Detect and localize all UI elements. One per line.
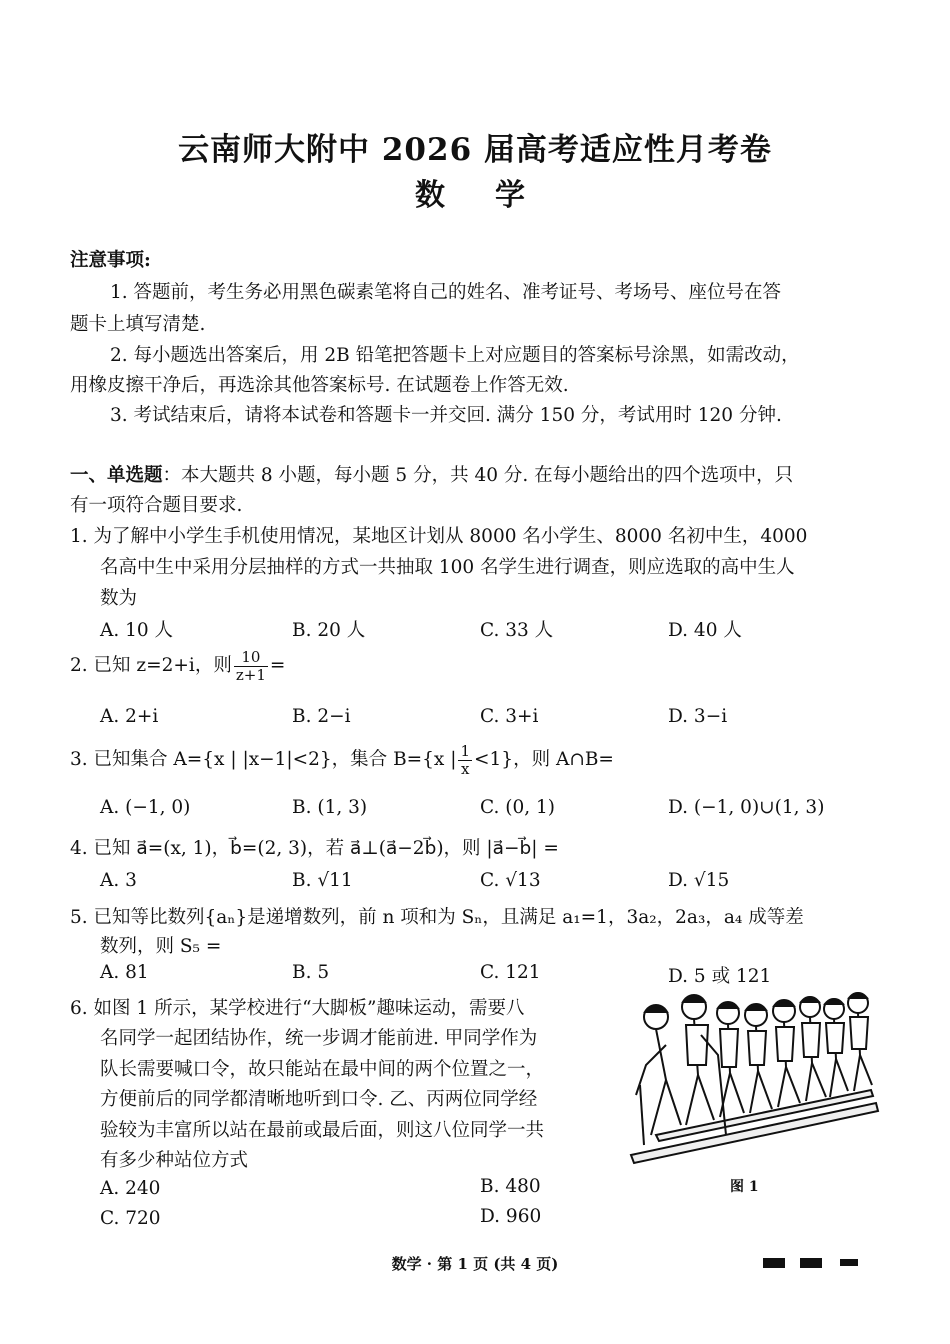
q6-line: 名同学一起团结协作，统一步调才能前进. 甲同学作为 bbox=[100, 1028, 538, 1049]
q2-frac-num: 10 bbox=[234, 649, 268, 667]
q6-line: 有多少种站位方式 bbox=[100, 1150, 249, 1171]
section-desc: ：本大题共 8 小题，每小题 5 分，共 40 分. 在每小题给出的四个选项中，只 bbox=[162, 465, 794, 486]
q3-option-c: C. (0, 1) bbox=[480, 797, 555, 818]
q4-option-b: B. √11 bbox=[292, 870, 353, 891]
page-footer: 数学 · 第 1 页 (共 4 页) bbox=[391, 1255, 559, 1273]
q6-line: 6. 如图 1 所示，某学校进行“大脚板”趣味运动，需要八 bbox=[70, 998, 525, 1019]
q3-frac-den: x bbox=[461, 759, 470, 778]
section-title: 一、单选题 bbox=[70, 465, 163, 486]
q5-line: 5. 已知等比数列{aₙ}是递增数列，前 n 项和为 Sₙ，且满足 a₁=1，3a₂，2a₃，a₄ 成等差 bbox=[70, 907, 804, 928]
q6-line: 队长需要喊口令，故只能站在最中间的两个位置之一， bbox=[100, 1059, 545, 1080]
notice-line: 1. 答题前，考生务必用黑色碳素笔将自己的姓名、准考证号、考场号、座位号在答 bbox=[110, 282, 782, 303]
q1-option-b: B. 20 人 bbox=[292, 620, 366, 641]
q5-option-c: C. 121 bbox=[480, 962, 541, 983]
q2-option-a: A. 2+i bbox=[100, 706, 159, 727]
q3-option-b: B. (1, 3) bbox=[292, 797, 368, 818]
exam-title: 云南师大附中 2026 届高考适应性月考卷 bbox=[178, 132, 772, 168]
q3-frac-num: 1 bbox=[460, 742, 471, 760]
registration-mark bbox=[763, 1258, 785, 1268]
q6-option-a: A. 240 bbox=[100, 1178, 161, 1199]
registration-mark bbox=[840, 1259, 858, 1266]
q1-line: 1. 为了解中小学生手机使用情况，某地区计划从 8000 名小学生、8000 名初中生，4000 bbox=[70, 526, 808, 547]
q6-line: 验较为丰富所以站在最前或最后面，则这八位同学一共 bbox=[100, 1120, 545, 1141]
q2-frac-den: z+1 bbox=[235, 665, 266, 684]
notice-line: 用橡皮擦干净后，再选涂其他答案标号. 在试题卷上作答无效. bbox=[70, 375, 569, 396]
q2-fraction bbox=[234, 649, 268, 683]
registration-mark bbox=[800, 1258, 822, 1268]
q4-option-a: A. 3 bbox=[100, 870, 137, 891]
notice-line: 2. 每小题选出答案后，用 2B 铅笔把答题卡上对应题目的答案标号涂黑，如需改动， bbox=[110, 345, 800, 366]
q3-option-a: A. (−1, 0) bbox=[100, 797, 191, 818]
q5-option-b: B. 5 bbox=[292, 962, 330, 983]
q4-stem: 4. 已知 a⃗=(x, 1)，b⃗=(2, 3)，若 a⃗⊥(a⃗−2b⃗)，则 |a⃗−b⃗| = bbox=[70, 838, 559, 859]
q3-stem bbox=[70, 743, 614, 777]
notice-line: 3. 考试结束后，请将本试卷和答题卡一并交回. 满分 150 分，考试用时 120 分钟. bbox=[110, 405, 782, 426]
q2-stem-end: = bbox=[269, 655, 286, 676]
exam-subject: 数 学 bbox=[415, 178, 535, 213]
figure-big-foot-race bbox=[626, 985, 881, 1170]
notice-line: 题卡上填写清楚. bbox=[70, 314, 206, 335]
q1-option-d: D. 40 人 bbox=[668, 620, 742, 641]
q3-stem-text: 3. 已知集合 A={x | |x−1|<2}，集合 B={x | bbox=[70, 749, 457, 770]
q2-option-d: D. 3−i bbox=[668, 706, 728, 727]
q1-line: 名高中生中采用分层抽样的方式一共抽取 100 名学生进行调查，则应选取的高中生人 bbox=[100, 557, 795, 578]
q6-option-d: D. 960 bbox=[480, 1206, 542, 1227]
q2-stem bbox=[70, 649, 285, 683]
q1-option-a: A. 10 人 bbox=[100, 620, 174, 641]
q6-option-b: B. 480 bbox=[480, 1176, 541, 1197]
q2-option-c: C. 3+i bbox=[480, 706, 539, 727]
q3-option-d: D. (−1, 0)∪(1, 3) bbox=[668, 797, 825, 818]
big-foot-race-illustration bbox=[626, 985, 881, 1170]
notice-heading: 注意事项: bbox=[70, 250, 151, 271]
q5-option-a: A. 81 bbox=[100, 962, 149, 983]
q6-line: 方便前后的同学都清晰地听到口令. 乙、丙两位同学经 bbox=[100, 1089, 538, 1110]
figure-caption: 图 1 bbox=[730, 1179, 759, 1195]
q6-option-c: C. 720 bbox=[100, 1208, 161, 1229]
q4-option-d: D. √15 bbox=[668, 870, 730, 891]
q1-line: 数为 bbox=[100, 588, 138, 609]
q3-stem-end: <1}，则 A∩B= bbox=[474, 749, 614, 770]
section-heading-line bbox=[70, 461, 793, 487]
q4-option-c: C. √13 bbox=[480, 870, 541, 891]
q1-option-c: C. 33 人 bbox=[480, 620, 554, 641]
section-desc-line2: 有一项符合题目要求. bbox=[70, 495, 243, 516]
q3-fraction bbox=[458, 743, 472, 777]
q5-option-d: D. 5 或 121 bbox=[668, 966, 772, 987]
q2-stem-text: 2. 已知 z=2+i，则 bbox=[70, 655, 232, 676]
q2-option-b: B. 2−i bbox=[292, 706, 351, 727]
q5-line: 数列，则 S₅ = bbox=[100, 936, 222, 957]
